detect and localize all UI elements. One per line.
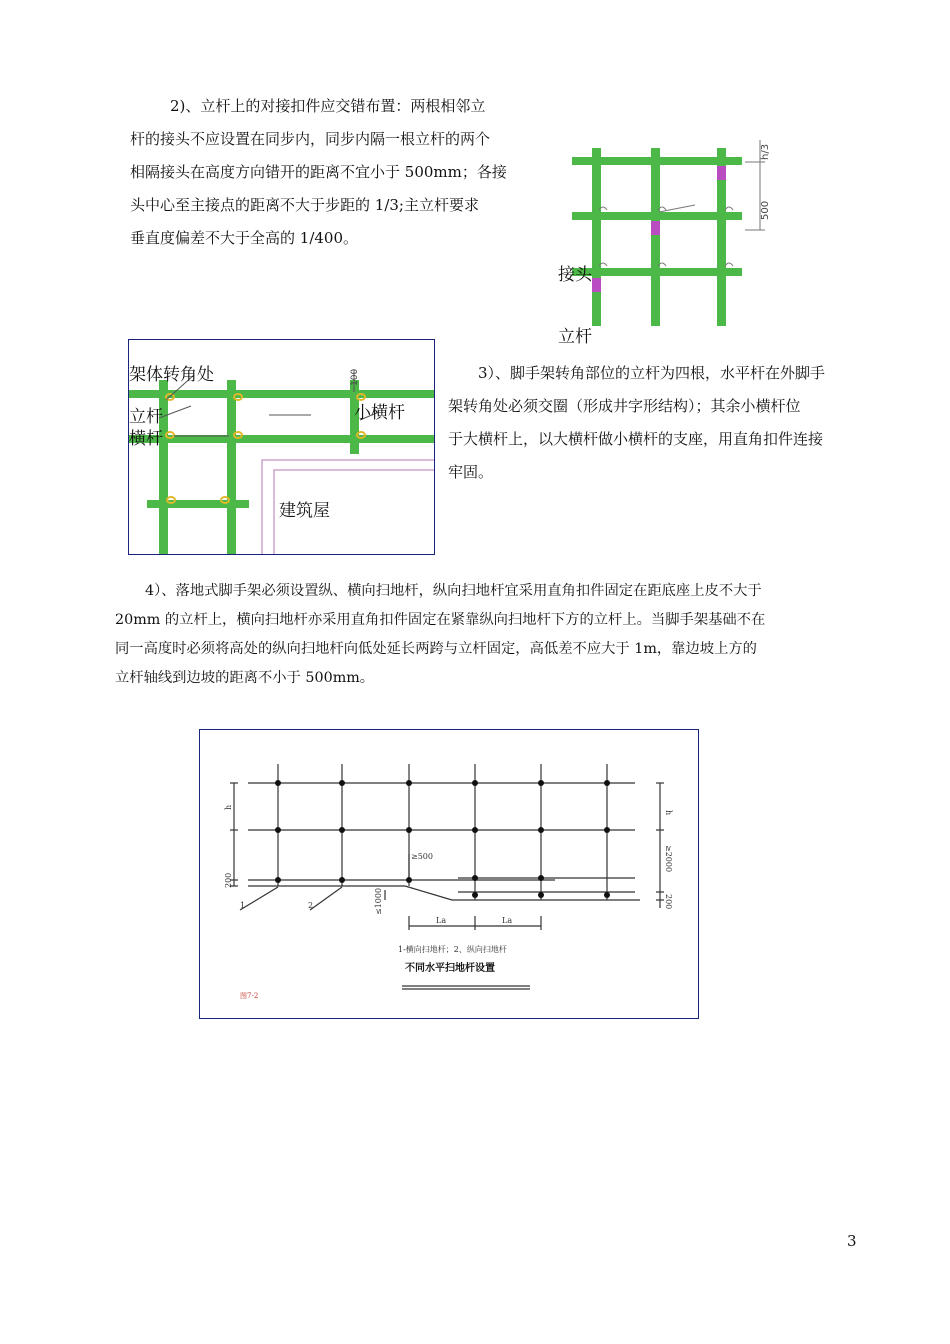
building-label: 建筑屋 [279, 501, 330, 521]
dim-top-text: h/3 [760, 143, 771, 160]
sweeping-bar-diagram [200, 730, 698, 1018]
small-bar-label: 小横杆 [354, 403, 405, 423]
paragraph-2 [130, 90, 507, 255]
sweeping-bar-figure [199, 729, 699, 1019]
paragraph-line: 杆的接头不应设置在同步内，同步内隔一根立杆的两个 [130, 130, 491, 148]
dim-text: 100 [350, 368, 360, 386]
joint-label: 接头 [558, 265, 592, 285]
dim-500: ≥500 [411, 852, 433, 861]
dim-1000: ≤1000 [374, 887, 383, 915]
paragraph-line: 同一高度时必须将高处的纵向扫地杆向低处延长两跨与立杆固定，高低差不应大于 1m，靠边坡上方的 [115, 641, 757, 657]
paragraph-line: 3）、脚手架转角部位的立杆为四根，水平杆在外脚手 [478, 364, 826, 382]
paragraph-line: 垂直度偏差不大于全高的 1/400。 [130, 229, 358, 247]
caption-note: 1-横向扫地杆；2、纵向扫地杆 [398, 945, 507, 954]
joint-marker [651, 221, 660, 235]
joint-marker [717, 166, 726, 180]
horizontal-bar [572, 157, 742, 165]
corner-scaffold-figure [128, 339, 435, 555]
caption-title: 不同水平扫地杆设置 [405, 963, 495, 974]
horizontal-bar [572, 268, 742, 276]
mark-1: 1 [240, 901, 246, 910]
dim-la-1: La [436, 916, 447, 925]
paragraph-line: 相隔接头在高度方向错开的距离不宜小于 500mm；各接 [130, 163, 507, 181]
horizontal-bar [572, 212, 742, 220]
dim-200-right: 200 [664, 894, 673, 910]
dim-h-left: h [224, 804, 233, 810]
paragraph-line: 2)、立杆上的对接扣件应交错布置：两根相邻立 [170, 97, 486, 115]
paragraph-line: 4）、落地式脚手架必须设置纵、横向扫地杆，纵向扫地杆宜采用直角扣件固定在距底座上皮不大于 [145, 583, 762, 599]
page-number: 3 [847, 1232, 857, 1250]
corner-label: 架体转角处 [129, 365, 214, 385]
dim-h-right: h [664, 810, 673, 816]
paragraph-line: 20mm 的立杆上，横向扫地杆亦采用直角扣件固定在紧靠纵向扫地杆下方的立杆上。当脚手架基础不在 [115, 612, 766, 628]
vertical-pole [651, 148, 660, 326]
staggered-joint-diagram [555, 130, 795, 345]
dim-side-text: 500 [760, 200, 771, 220]
pole-label: 立杆 [558, 327, 592, 347]
paragraph-line: 架转角处必须交圈（形成井字形结构）；其余小横杆位 [448, 397, 801, 415]
dim-la-2: La [502, 916, 513, 925]
vertical-pole [227, 380, 236, 554]
staggered-joint-figure [555, 130, 795, 345]
vertical-pole [592, 148, 601, 326]
paragraph-line: 立杆轴线到边坡的距离不小于 500mm。 [115, 670, 375, 686]
paragraph-3 [448, 357, 825, 489]
paragraph-line: 牢固。 [448, 463, 494, 481]
bar-label: 横杆 [129, 429, 163, 449]
dim-2000: ≥2000 [664, 845, 673, 873]
joint-marker [592, 278, 601, 292]
paragraph-4 [115, 577, 765, 693]
paragraph-line: 头中心至主接点的距离不大于步距的 1/3;主立杆要求 [130, 196, 479, 214]
mark-2: 2 [308, 901, 314, 910]
dim-200-left: 200 [224, 872, 233, 888]
figure-number: 图7-2 [240, 992, 259, 1000]
pole-label: 立杆 [129, 407, 163, 427]
horizontal-bar [147, 500, 249, 508]
paragraph-line: 于大横杆上，以大横杆做小横杆的支座，用直角扣件连接 [448, 430, 824, 448]
